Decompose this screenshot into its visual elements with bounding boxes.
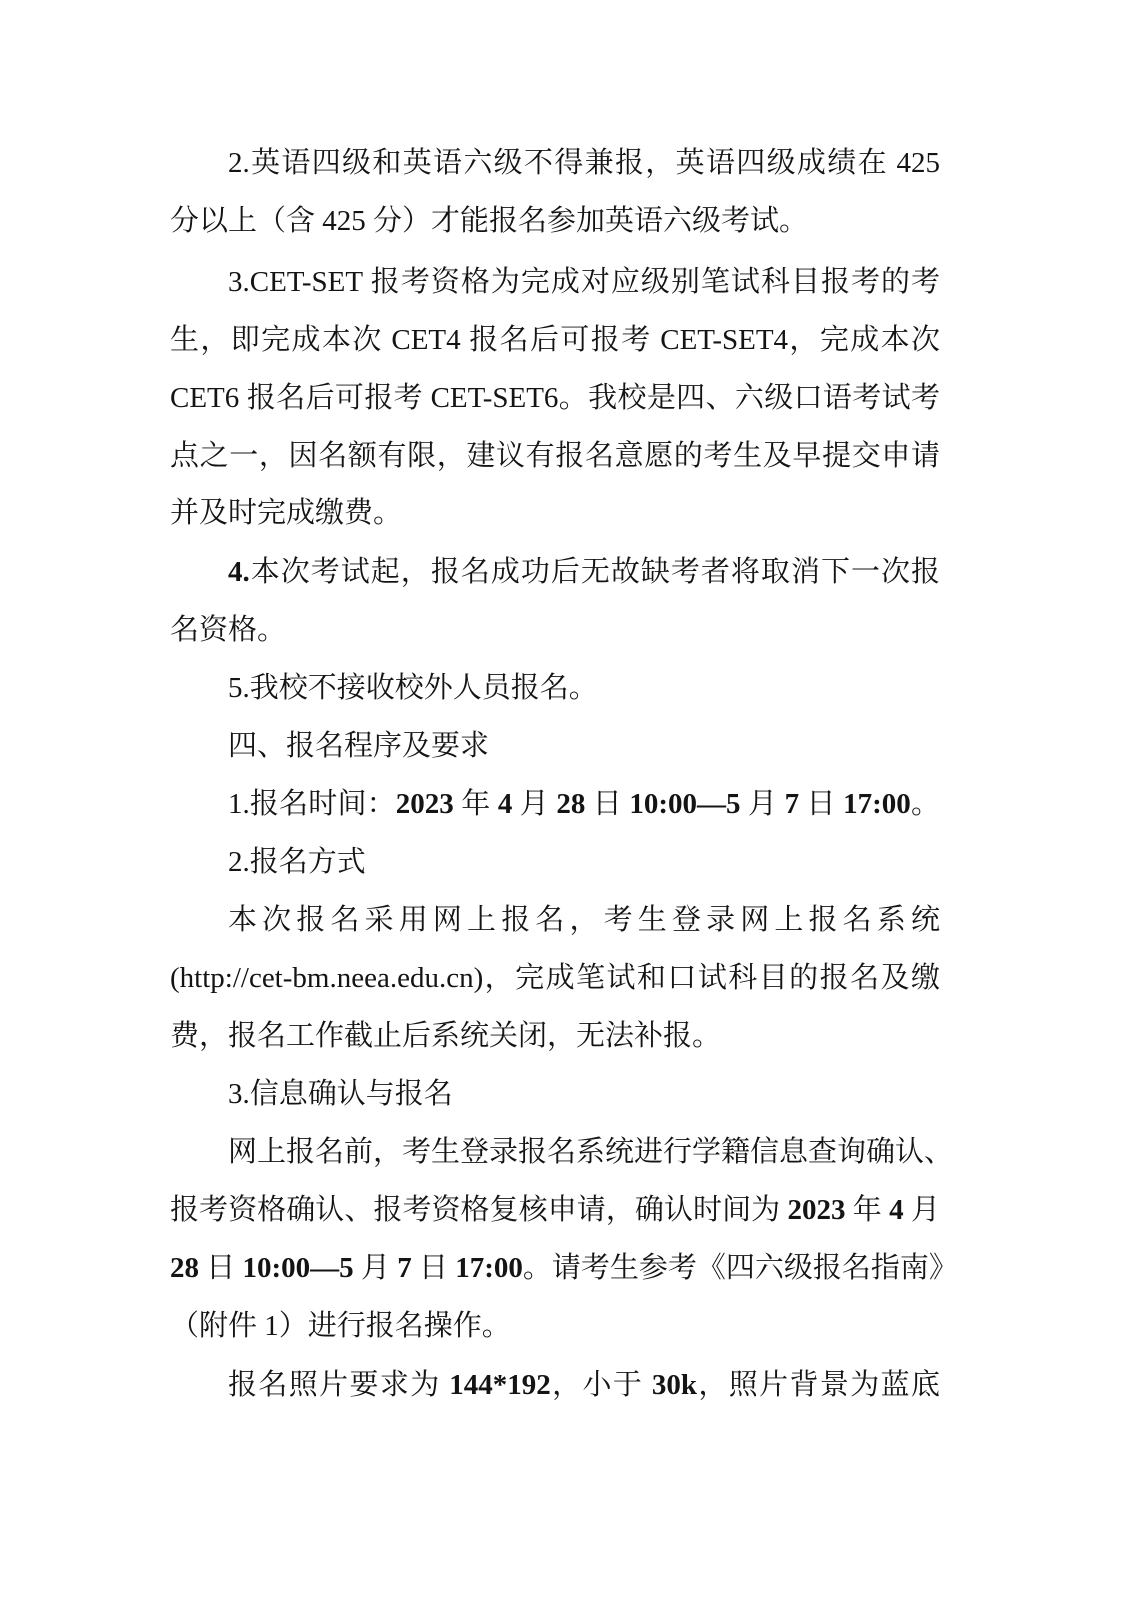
- text-run: 本次考试起，报名成功后无故缺考者将取消下一次报: [249, 556, 940, 588]
- text-run: 。: [910, 788, 940, 820]
- text-run: 网上报名前，考生登录报名系统进行学籍信息查询确认、: [228, 1136, 954, 1168]
- text-line: [170, 1065, 940, 1123]
- text-run: （附件 1）进行报名操作。: [170, 1310, 511, 1342]
- text-run: 月: [740, 788, 785, 820]
- text-line: [170, 1297, 940, 1355]
- bold-text-run: 28: [170, 1252, 199, 1284]
- bold-text-run: 7: [397, 1252, 412, 1284]
- text-run: ，照片背景为蓝底: [697, 1369, 940, 1401]
- text-run: 月: [353, 1252, 398, 1284]
- bold-text-run: 30k: [651, 1369, 697, 1401]
- text-run: 月: [512, 788, 557, 820]
- text-line: [170, 543, 940, 601]
- text-line: [170, 192, 940, 250]
- text-run: 年: [845, 1194, 890, 1226]
- text-run: 年: [453, 788, 498, 820]
- text-run: 2.报名方式: [228, 846, 366, 878]
- text-line: [170, 1356, 940, 1414]
- text-line: [170, 134, 940, 192]
- text-run: (http://cet-bm.neea.edu.cn)，完成笔试和口试科目的报名及缴: [170, 962, 940, 994]
- text-run: 四、报名程序及要求: [228, 730, 490, 762]
- text-line: [170, 833, 940, 891]
- text-run: 费，报名工作截止后系统关闭，无法补报。: [170, 1020, 722, 1052]
- text-run: 生，即完成本次 CET4 报名后可报考 CET-SET4，完成本次: [170, 324, 940, 356]
- text-run: ，小于: [550, 1369, 652, 1401]
- text-run: 5.我校不接收校外人员报名。: [228, 672, 598, 704]
- bold-text-run: 17:00: [455, 1252, 523, 1284]
- text-run: 月: [903, 1194, 940, 1226]
- text-run: 日: [411, 1252, 456, 1284]
- text-run: 1.报名时间：: [228, 788, 396, 820]
- text-line: [170, 949, 940, 1007]
- text-run: 日: [799, 788, 844, 820]
- text-line: [170, 253, 940, 311]
- bold-text-run: 4: [497, 788, 513, 820]
- text-line: [170, 1239, 958, 1297]
- text-line: [170, 427, 940, 485]
- text-line: [170, 775, 940, 833]
- text-line: [170, 1123, 954, 1181]
- text-run: 日: [199, 1252, 243, 1284]
- bold-text-run: 2023: [395, 788, 454, 820]
- bold-text-run: 10:00—5: [629, 788, 741, 820]
- bold-text-run: 4: [889, 1194, 904, 1226]
- bold-text-run: 7: [784, 788, 800, 820]
- text-line: [170, 484, 940, 542]
- text-run: 本次报名采用网上报名，考生登录网上报名系统: [228, 904, 940, 936]
- bold-text-run: 10:00—5: [242, 1252, 354, 1284]
- section-heading: [170, 717, 940, 775]
- text-line: [170, 659, 940, 717]
- text-run: 3.CET-SET 报考资格为完成对应级别笔试科目报考的考: [228, 266, 940, 298]
- text-run: 2.英语四级和英语六级不得兼报，英语四级成绩在 425: [228, 147, 940, 179]
- text-run: 名资格。: [170, 614, 287, 646]
- bold-text-run: 17:00: [843, 788, 911, 820]
- text-run: 点之一，因名额有限，建议有报名意愿的考生及早提交申请: [170, 440, 940, 472]
- text-run: 报考资格确认、报考资格复核申请，确认时间为: [170, 1194, 788, 1226]
- text-run: 3.信息确认与报名: [228, 1078, 453, 1110]
- text-line: [170, 1007, 940, 1065]
- bold-text-run: 144*192: [449, 1369, 551, 1401]
- text-run: 并及时完成缴费。: [170, 497, 403, 529]
- text-line: [170, 369, 940, 427]
- text-line: [170, 601, 940, 659]
- bold-text-run: 28: [556, 788, 586, 820]
- text-run: 分以上（含 425 分）才能报名参加英语六级考试。: [170, 205, 809, 237]
- text-run: 日: [585, 788, 630, 820]
- text-run: CET6 报名后可报考 CET-SET6。我校是四、六级口语考试考: [170, 382, 940, 414]
- text-run: 。请考生参考《四六级报名指南》: [522, 1252, 958, 1284]
- bold-text-run: 4.: [228, 556, 250, 588]
- text-line: [170, 311, 940, 369]
- text-line: [170, 891, 940, 949]
- text-run: 报名照片要求为: [228, 1369, 450, 1401]
- text-line: [170, 1181, 940, 1239]
- bold-text-run: 2023: [787, 1194, 846, 1226]
